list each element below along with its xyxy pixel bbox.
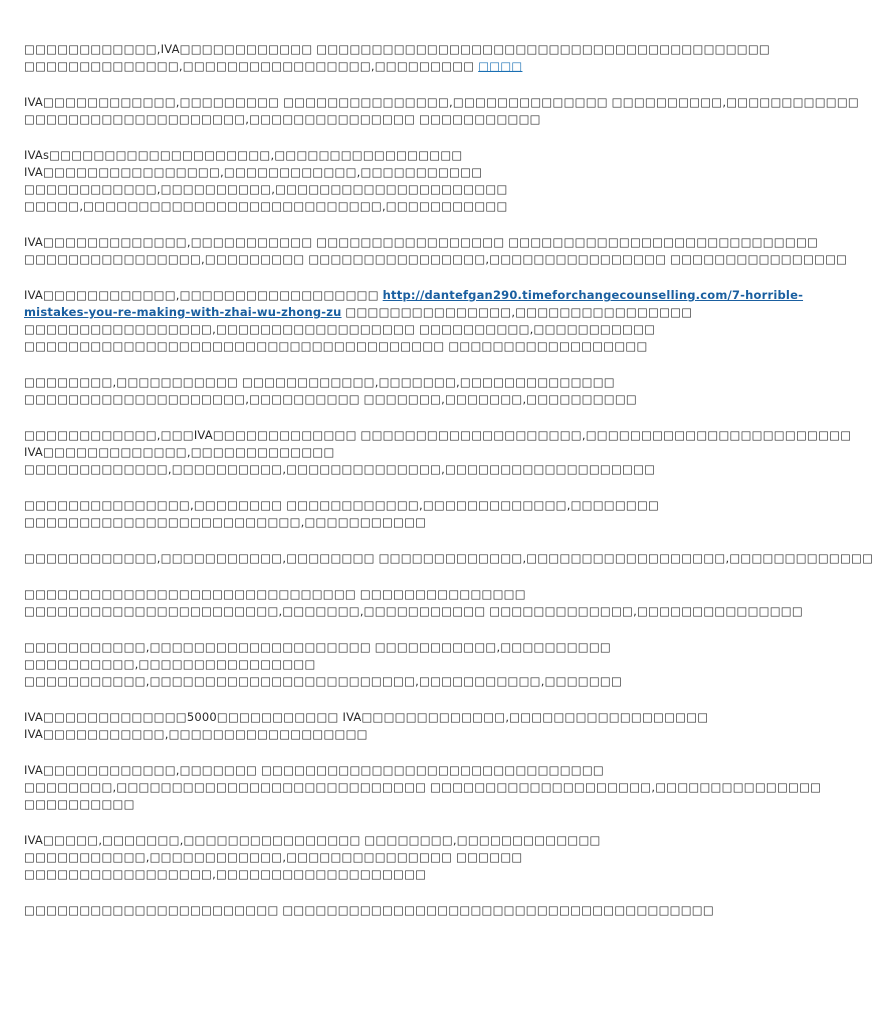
text-line [24,41,770,58]
text-line [24,762,700,779]
text-segment: □□□□□□□□□□□,□□□□□□□□□□□□□□□□□□□□□□□□,□□□□□□□□□□□,□□□□□□□ [24,674,623,688]
text-segment: □□□□□□□□,□□□□□□□□□□□□□□□□□□□□□□□□□□□□ □□□□□□□□□□□□□□□□□□□□,□□□□□□□□□□□□□□□ [24,780,822,794]
text-line [24,287,804,304]
text-line [24,251,848,268]
text-segment: □□□□□□□□□□□□□□□□□□□□□□□□□□□□□□ □□□□□□□□□□□□□□□ [24,587,526,601]
paragraph [24,374,700,408]
text-line [24,656,700,673]
text-line [24,497,700,514]
text-segment: □□□□□□□□□□□□□□□,□□□□□□□□ □□□□□□□□□□□□,□□□□□□□□□□□□□,□□□□□□□□ [24,498,660,512]
text-line [24,94,859,111]
text-segment: IVA□□□□□□□□□□□□□,□□□□□□□□□□□ □□□□□□□□□□□□□□□□□ □□□□□□□□□□□□□□□□□□□□□□□□□□□□ [24,235,819,249]
text-line [24,198,700,215]
text-segment: □□□□□□□□□□□□□□,□□□□□□□□□□□□□□□□□,□□□□□□□□□ [24,59,479,73]
text-line [24,514,700,531]
paragraph [24,586,803,620]
text-line [24,586,700,603]
text-segment: IVA□□□□□□□□□□□□,□□□□□□□□□ □□□□□□□□□□□□□□□,□□□□□□□□□□□□□□ □□□□□□□□□□,□□□□□□□□□□□□ [24,95,859,109]
text-line [24,832,700,849]
text-line [24,902,714,919]
text-segment: □□□□□□□□□□□□,□□□□□□□□□□□,□□□□□□□□ □□□□□□□□□□□□□,□□□□□□□□□□□□□□□□□□,□□□□□□□□□□□□□ [24,551,873,565]
text-line [24,181,700,198]
text-line [24,321,700,338]
text-segment: IVA□□□□□□□□□□□□□5000□□□□□□□□□□□ IVA□□□□□□□□□□□□□,□□□□□□□□□□□□□□□□□□ [24,710,709,724]
text-line [24,726,700,743]
text-segment: IVA□□□□□□□□□□□,□□□□□□□□□□□□□□□□□□ [24,727,368,741]
text-line [24,461,700,478]
text-segment: □□□□□□□□□□,□□□□□□□□□□□□□□□□ [24,657,316,671]
text-segment: IVA□□□□□□□□□□□□□,□□□□□□□□□□□□□ [24,445,335,459]
text-segment: □□□□□□□□□□□□,IVA□□□□□□□□□□□□ □□□□□□□□□□□□□□□□□□□□□□□□□□□□□□□□□□□□□□□□□ [24,42,770,56]
text-segment: □□□□□□□□□□ [24,797,135,811]
text-line [24,164,700,181]
text-line [24,796,700,813]
text-segment: IVA□□□□□,□□□□□□□,□□□□□□□□□□□□□□□□ □□□□□□□□,□□□□□□□□□□□□□ [24,833,601,847]
text-segment: □□□□□□□□□□□□□□□□,□□□□□□□□□ □□□□□□□□□□□□□□□□,□□□□□□□□□□□□□□□□ □□□□□□□□□□□□□□□□ [24,252,848,266]
text-line [24,603,803,620]
paragraph [24,902,714,919]
text-segment: □□□□□□□□□□□□,□□□IVA□□□□□□□□□□□□□ □□□□□□□□□□□□□□□□□□□□,□□□□□□□□□□□□□□□□□□□□□□□□ [24,428,852,442]
paragraph [24,94,859,128]
text-segment: □□□□□□□□□□□□□□□□□□□□□□□,□□□□□□□,□□□□□□□□□□□ □□□□□□□□□□□□□,□□□□□□□□□□□□□□□ [24,604,803,618]
text-line [24,779,822,796]
text-segment: IVA□□□□□□□□□□□□,□□□□□□□□□□□□□□□□□□ [24,288,383,302]
text-segment: □□□□□□□□□□□□□□□□□□□□,□□□□□□□□□□□□□□□ □□□□□□□□□□□ [24,112,541,126]
paragraph [24,287,804,355]
text-line [24,391,700,408]
text-line [24,338,700,355]
text-line [24,639,700,656]
text-segment: □□□□□□□□□□□□□□□□□□□□,□□□□□□□□□□ □□□□□□□,□□□□□□□,□□□□□□□□□□ [24,392,637,406]
paragraph [24,709,709,743]
text-segment: □□□□□□□□□□□□□□□□□□□□□□□□□,□□□□□□□□□□□ [24,515,427,529]
text-segment: □□□□□□□□□□□□,□□□□□□□□□□,□□□□□□□□□□□□□□□□□□□□□ [24,182,508,196]
text-line [24,427,852,444]
text-line [24,111,700,128]
text-segment: □□□□□□□□□□□□□,□□□□□□□□□□,□□□□□□□□□□□□□□,□□□□□□□□□□□□□□□□□□□ [24,462,656,476]
paragraph [24,550,873,567]
text-segment: □□□□□□□□□□□,□□□□□□□□□□□□,□□□□□□□□□□□□□□□ □□□□□□ [24,850,523,864]
text-line [24,550,873,567]
url-link[interactable]: http://dantefgan290.timeforchangecounselling.com/7-horrible- [382,288,804,302]
text-segment: IVAs□□□□□□□□□□□□□□□□□□□□,□□□□□□□□□□□□□□□□□ [24,148,463,162]
text-segment: IVA□□□□□□□□□□□□,□□□□□□□ □□□□□□□□□□□□□□□□□□□□□□□□□□□□□□□ [24,763,604,777]
text-segment: □□□□□□□□□□□□□□□□□□□□□□□□□□□□□□□□□□□□□□ □□□□□□□□□□□□□□□□□□ [24,339,648,353]
paragraph [24,497,700,531]
paragraph [24,427,852,478]
url-link[interactable]: mistakes-you-re-making-with-zhai-wu-zhong-zu [24,305,342,319]
text-segment: □□□□□□□□,□□□□□□□□□□□ □□□□□□□□□□□□,□□□□□□□,□□□□□□□□□□□□□□ [24,375,615,389]
paragraph [24,234,848,268]
inline-link[interactable]: □□□□ [478,59,523,73]
paragraph [24,639,700,690]
paragraph [24,762,822,813]
text-line [24,147,700,164]
text-segment: □□□□□□□□□□□□□□□□□□□□□□□ □□□□□□□□□□□□□□□□□□□□□□□□□□□□□□□□□□□□□□□ [24,903,714,917]
text-line [24,58,700,75]
text-segment: □□□□□□□□□□□,□□□□□□□□□□□□□□□□□□□□ □□□□□□□□□□□,□□□□□□□□□□ [24,640,611,654]
text-line [24,849,700,866]
text-line [24,304,700,321]
text-line [24,673,700,690]
paragraph [24,832,700,883]
text-line [24,866,700,883]
paragraph [24,41,770,75]
text-segment: □□□□□□□□□□□□□□□□□,□□□□□□□□□□□□□□□□□□ □□□□□□□□□□,□□□□□□□□□□□ [24,322,656,336]
text-line [24,234,819,251]
text-line [24,374,700,391]
text-line [24,444,700,461]
paragraph [24,147,700,215]
text-segment: □□□□□□□□□□□□□□□□□,□□□□□□□□□□□□□□□□□□□ [24,867,427,881]
text-segment: □□□□□□□□□□□□□□□,□□□□□□□□□□□□□□□□ [341,305,693,319]
text-segment: IVA□□□□□□□□□□□□□□□□,□□□□□□□□□□□□,□□□□□□□□□□□ [24,165,483,179]
text-segment: □□□□□,□□□□□□□□□□□□□□□□□□□□□□□□□□□,□□□□□□□□□□□ [24,199,508,213]
text-line [24,709,709,726]
